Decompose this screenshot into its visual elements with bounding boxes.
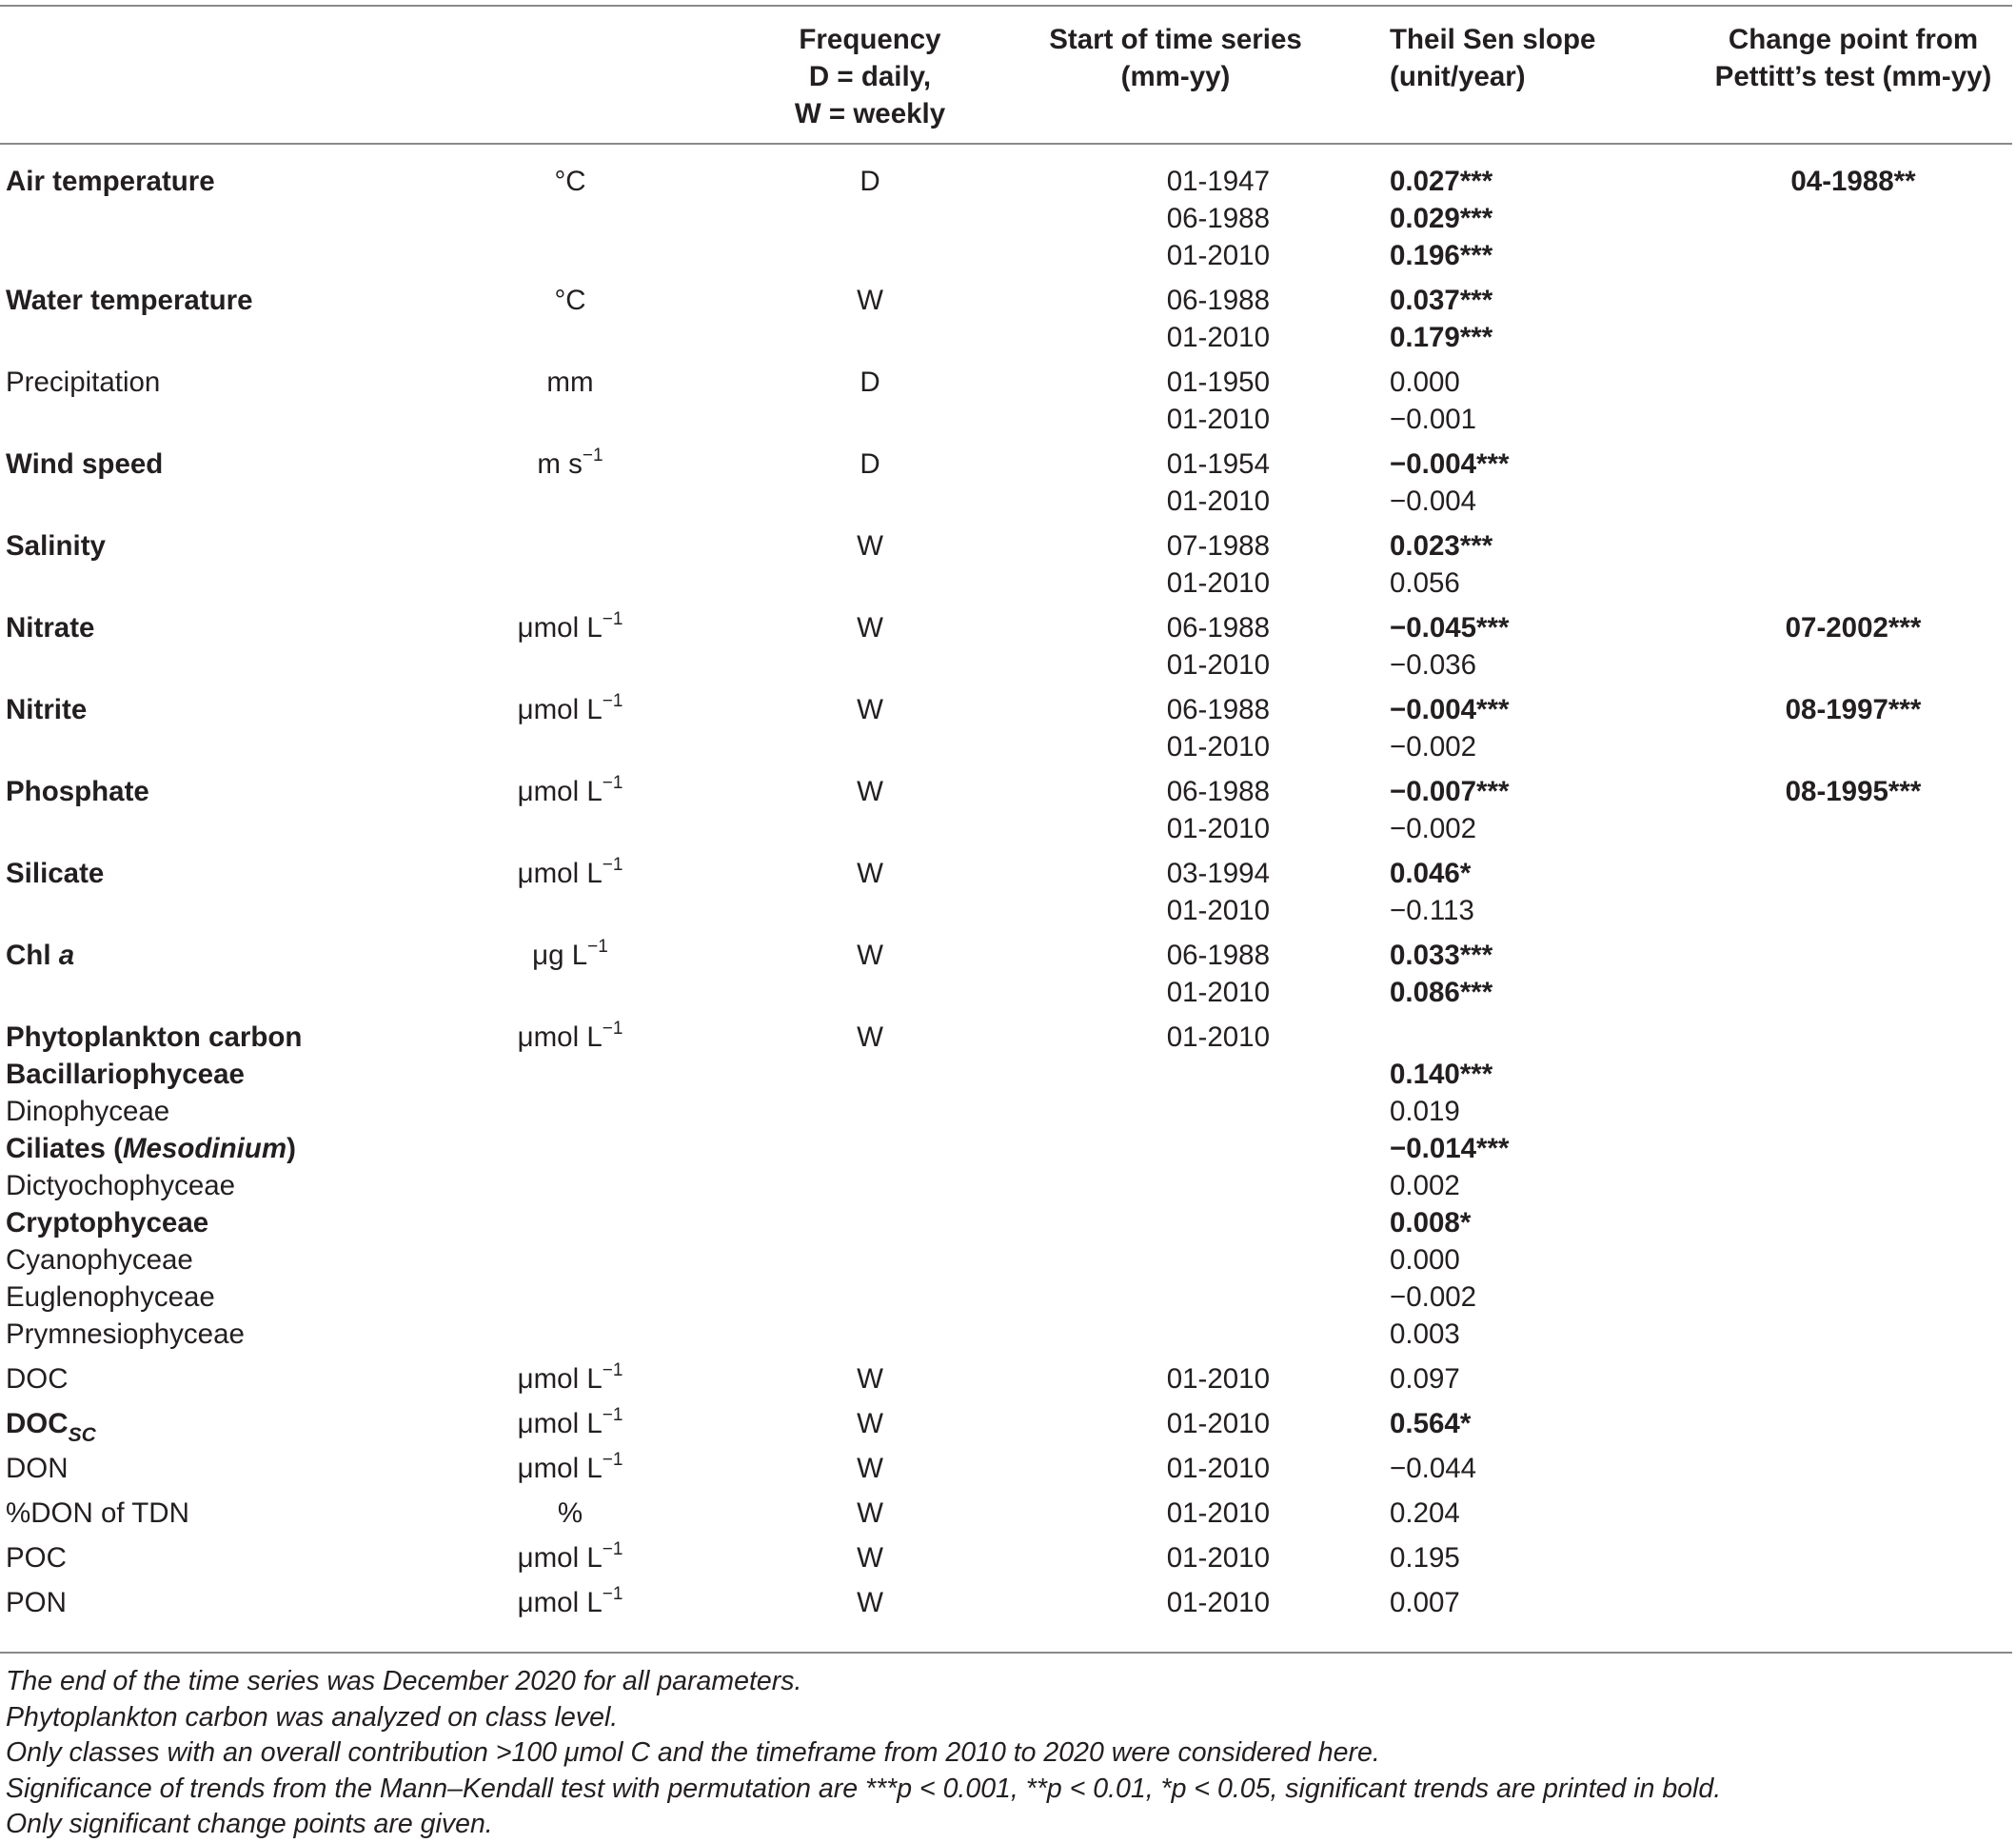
parameter-unit: mm bbox=[546, 367, 594, 398]
table-subrow bbox=[0, 483, 2012, 520]
class-name: Cyanophyceae bbox=[6, 1244, 193, 1276]
table-header bbox=[0, 11, 2012, 141]
theil-sen-slope: 0.029*** bbox=[1390, 203, 1493, 234]
parameter-name: Air temperature bbox=[6, 166, 215, 197]
table-row bbox=[0, 684, 2012, 728]
parameter-name: Wind speed bbox=[6, 448, 164, 480]
theil-sen-slope: 0.564* bbox=[1390, 1408, 1472, 1439]
series-start: 01-2010 bbox=[1166, 813, 1270, 844]
table-subrow bbox=[0, 892, 2012, 929]
sampling-frequency: D bbox=[860, 166, 880, 197]
phytoplankton-class-row bbox=[0, 1056, 2012, 1093]
sampling-frequency: W bbox=[857, 940, 883, 971]
table-row bbox=[0, 602, 2012, 646]
theil-sen-slope: 0.195 bbox=[1390, 1542, 1460, 1574]
series-start: 01-2010 bbox=[1166, 322, 1270, 353]
parameter-unit: μmol $L^{-1}$ bbox=[517, 1360, 623, 1395]
change-point bbox=[1694, 274, 2012, 319]
series-start: 01-2010 bbox=[1166, 1587, 1270, 1618]
series-start: 01-2010 bbox=[1166, 1497, 1270, 1529]
parameter-name: PON bbox=[6, 1587, 67, 1618]
theil-sen-slope bbox=[1314, 1011, 1694, 1056]
parameter-unit: μmol $L^{-1}$ bbox=[517, 691, 623, 725]
series-start: 01-2010 bbox=[1166, 1542, 1270, 1574]
parameter-unit: °C bbox=[554, 166, 586, 197]
parameter-unit: % bbox=[557, 1497, 583, 1529]
series-start: 01-2010 bbox=[1166, 1453, 1270, 1484]
change-point: 07-2002*** bbox=[1785, 612, 1922, 644]
theil-sen-slope: −0.002 bbox=[1390, 731, 1477, 763]
series-start: 01-1954 bbox=[1166, 448, 1270, 480]
table-footnotes bbox=[6, 1664, 1721, 1843]
change-point bbox=[1694, 1011, 2012, 1056]
class-name: Euglenophyceae bbox=[6, 1281, 215, 1313]
header-parameter bbox=[0, 11, 495, 141]
sampling-frequency: W bbox=[857, 858, 883, 889]
theil-sen-slope: −0.036 bbox=[1390, 649, 1477, 681]
header-unit bbox=[495, 11, 645, 141]
phytoplankton-class-row bbox=[0, 1130, 2012, 1167]
phytoplankton-class-row bbox=[0, 1093, 2012, 1130]
parameter-name: Precipitation bbox=[6, 367, 161, 398]
parameter-name: Water temperature bbox=[6, 285, 253, 316]
parameter-name: Nitrate bbox=[6, 612, 95, 644]
table-row bbox=[0, 438, 2012, 483]
class-name: Ciliates (Mesodinium) bbox=[6, 1133, 296, 1164]
theil-sen-slope: 0.008* bbox=[1390, 1207, 1472, 1239]
table-row bbox=[0, 1397, 2012, 1442]
table-row bbox=[0, 847, 2012, 892]
theil-sen-slope: −0.007*** bbox=[1390, 776, 1510, 807]
class-name: Dictyochophyceae bbox=[6, 1170, 236, 1201]
footnote: Only significant change points are given. bbox=[6, 1809, 493, 1839]
theil-sen-slope: −0.002 bbox=[1390, 1281, 1477, 1313]
series-start: 07-1988 bbox=[1166, 530, 1270, 562]
parameter-name: Phosphate bbox=[6, 776, 149, 807]
sampling-frequency: W bbox=[857, 1408, 883, 1439]
theil-sen-slope: −0.002 bbox=[1390, 813, 1477, 844]
theil-sen-slope: −0.113 bbox=[1390, 895, 1474, 926]
theil-sen-slope: −0.044 bbox=[1390, 1453, 1477, 1484]
phytoplankton-class-row bbox=[0, 1167, 2012, 1204]
sampling-frequency: W bbox=[857, 612, 883, 644]
series-start: 06-1988 bbox=[1166, 940, 1270, 971]
parameter-name: Salinity bbox=[6, 530, 106, 562]
header-change-point: Change point from Pettitt’s test (mm-yy) bbox=[1714, 24, 1992, 92]
change-point: 04-1988** bbox=[1790, 166, 1916, 197]
parameter-unit: μg $L^{-1}$ bbox=[532, 937, 608, 971]
change-point: 08-1997*** bbox=[1785, 694, 1922, 725]
theil-sen-slope: 0.023*** bbox=[1390, 530, 1493, 562]
table-row bbox=[0, 356, 2012, 401]
theil-sen-slope: 0.019 bbox=[1390, 1096, 1460, 1127]
series-start: 06-1988 bbox=[1166, 612, 1270, 644]
sampling-frequency: W bbox=[857, 1363, 883, 1395]
change-point bbox=[1694, 929, 2012, 974]
parameter-unit: μmol $L^{-1}$ bbox=[517, 1584, 623, 1618]
sampling-frequency: W bbox=[857, 285, 883, 316]
parameter-unit: μmol $L^{-1}$ bbox=[517, 1539, 623, 1574]
table-row bbox=[0, 274, 2012, 319]
table-row bbox=[0, 1532, 2012, 1576]
change-point bbox=[1694, 438, 2012, 483]
series-start: 01-1950 bbox=[1166, 367, 1270, 398]
phytoplankton-class-row bbox=[0, 1204, 2012, 1241]
theil-sen-slope: 0.179*** bbox=[1390, 322, 1493, 353]
change-point bbox=[1694, 1576, 2012, 1621]
class-name: Prymnesiophyceae bbox=[6, 1318, 245, 1350]
series-start: 01-2010 bbox=[1166, 649, 1270, 681]
footnote: Phytoplankton carbon was analyzed on class level. bbox=[6, 1701, 619, 1733]
sampling-frequency: D bbox=[860, 367, 880, 398]
parameter-unit: μmol $L^{-1}$ bbox=[517, 1405, 623, 1439]
theil-sen-slope: 0.003 bbox=[1390, 1318, 1460, 1350]
table-row bbox=[0, 1576, 2012, 1621]
parameter-name: DON bbox=[6, 1453, 69, 1484]
parameter-unit: μmol $L^{-1}$ bbox=[517, 855, 623, 889]
series-start: 01-2010 bbox=[1166, 977, 1270, 1008]
table-row bbox=[0, 1487, 2012, 1532]
table-row bbox=[0, 520, 2012, 565]
table-subrow bbox=[0, 319, 2012, 356]
theil-sen-slope: 0.056 bbox=[1390, 567, 1460, 599]
parameter-name: Silicate bbox=[6, 858, 105, 889]
sampling-frequency: W bbox=[857, 1497, 883, 1529]
phytoplankton-class-row bbox=[0, 1316, 2012, 1353]
parameter-name: Phytoplankton carbon bbox=[6, 1021, 303, 1053]
sampling-frequency: W bbox=[857, 1453, 883, 1484]
sampling-frequency: W bbox=[857, 530, 883, 562]
series-start: 01-2010 bbox=[1166, 731, 1270, 763]
theil-sen-slope: −0.045*** bbox=[1390, 612, 1510, 644]
phytoplankton-class-row bbox=[0, 1278, 2012, 1316]
change-point bbox=[1694, 1532, 2012, 1576]
theil-sen-slope: 0.007 bbox=[1390, 1587, 1460, 1618]
parameter-name: Nitrite bbox=[6, 694, 88, 725]
theil-sen-slope: −0.004 bbox=[1390, 486, 1477, 517]
table-row bbox=[0, 141, 2012, 200]
series-start: 06-1988 bbox=[1166, 776, 1270, 807]
table-subrow bbox=[0, 646, 2012, 684]
parameter-name: Chl a bbox=[6, 940, 75, 971]
theil-sen-slope: 0.086*** bbox=[1390, 977, 1493, 1008]
sampling-frequency: W bbox=[857, 1542, 883, 1574]
theil-sen-slope: 0.196*** bbox=[1390, 240, 1493, 271]
theil-sen-slope: −0.004*** bbox=[1390, 448, 1510, 480]
series-start: 06-1988 bbox=[1166, 285, 1270, 316]
sampling-frequency: W bbox=[857, 1021, 883, 1053]
footnote: Significance of trends from the Mann–Kendall test with permutation are ***p < 0.001, **p < 0.01, *p < 0.05, significant trends are printed in bold. bbox=[6, 1773, 1722, 1804]
parameter-name: POC bbox=[6, 1542, 67, 1574]
class-name: Dinophyceae bbox=[6, 1096, 170, 1127]
theil-sen-slope: 0.033*** bbox=[1390, 940, 1493, 971]
theil-sen-slope: 0.097 bbox=[1390, 1363, 1460, 1395]
class-name: Bacillariophyceae bbox=[6, 1059, 245, 1090]
theil-sen-slope: −0.004*** bbox=[1390, 694, 1510, 725]
parameter-unit: μmol $L^{-1}$ bbox=[517, 1019, 623, 1053]
theil-sen-slope: 0.000 bbox=[1390, 1244, 1460, 1276]
table-subrow bbox=[0, 200, 2012, 237]
table-row bbox=[0, 1353, 2012, 1397]
footnote: The end of the time series was December 2020 for all parameters. bbox=[6, 1666, 802, 1696]
series-start: 01-2010 bbox=[1166, 486, 1270, 517]
table-row bbox=[0, 765, 2012, 810]
change-point bbox=[1694, 847, 2012, 892]
series-start: 01-2010 bbox=[1166, 1021, 1270, 1053]
table-subrow bbox=[0, 728, 2012, 765]
series-start: 01-2010 bbox=[1166, 404, 1270, 435]
theil-sen-slope: 0.000 bbox=[1390, 367, 1460, 398]
series-start: 01-2010 bbox=[1166, 895, 1270, 926]
parameter-name: DOC bbox=[6, 1363, 69, 1395]
header-slope: Theil Sen slope (unit/year) bbox=[1390, 24, 1596, 92]
header-frequency: Frequency D = daily, W = weekly bbox=[794, 24, 946, 129]
footnote: Only classes with an overall contribution >100 μmol C and the timeframe from 2010 to 2020 were considered here. bbox=[6, 1737, 1380, 1768]
series-start: 03-1994 bbox=[1166, 858, 1270, 889]
parameter-unit: m $s^{-1}$ bbox=[537, 446, 603, 480]
sampling-frequency: D bbox=[860, 448, 880, 480]
phytoplankton-class-row bbox=[0, 1241, 2012, 1278]
theil-sen-slope: 0.204 bbox=[1390, 1497, 1460, 1529]
top-rule bbox=[0, 5, 2012, 7]
change-point bbox=[1694, 356, 2012, 401]
change-point bbox=[1694, 1442, 2012, 1487]
series-start: 01-2010 bbox=[1166, 567, 1270, 599]
theil-sen-slope: 0.027*** bbox=[1390, 166, 1493, 197]
parameter-name: $DOC_{SC}$ bbox=[6, 1408, 96, 1446]
theil-sen-slope: 0.002 bbox=[1390, 1170, 1460, 1201]
change-point bbox=[1694, 1397, 2012, 1442]
theil-sen-slope: 0.046* bbox=[1390, 858, 1472, 889]
table-body bbox=[0, 141, 2012, 1621]
parameter-unit: °C bbox=[554, 285, 586, 316]
theil-sen-slope: −0.001 bbox=[1390, 404, 1477, 435]
table-row bbox=[0, 1442, 2012, 1487]
class-name: Cryptophyceae bbox=[6, 1207, 209, 1239]
theil-sen-slope: 0.037*** bbox=[1390, 285, 1493, 316]
table-row bbox=[0, 1011, 2012, 1056]
theil-sen-slope: 0.140*** bbox=[1390, 1059, 1493, 1090]
parameter-unit: μmol $L^{-1}$ bbox=[517, 773, 623, 807]
sampling-frequency: W bbox=[857, 694, 883, 725]
sampling-frequency: W bbox=[857, 1587, 883, 1618]
change-point bbox=[1694, 1487, 2012, 1532]
table-subrow bbox=[0, 565, 2012, 602]
series-start: 01-2010 bbox=[1166, 1408, 1270, 1439]
series-start: 01-1947 bbox=[1166, 166, 1270, 197]
series-start: 06-1988 bbox=[1166, 203, 1270, 234]
header-start: Start of time series (mm-yy) bbox=[1049, 24, 1302, 92]
sampling-frequency: W bbox=[857, 776, 883, 807]
series-start: 01-2010 bbox=[1166, 240, 1270, 271]
table-row bbox=[0, 929, 2012, 974]
parameter-name: %DON of TDN bbox=[6, 1497, 189, 1529]
theil-sen-slope: −0.014*** bbox=[1390, 1133, 1510, 1164]
parameter-unit: μmol $L^{-1}$ bbox=[517, 1450, 623, 1484]
table-subrow bbox=[0, 974, 2012, 1011]
trend-table bbox=[0, 11, 2012, 1621]
change-point bbox=[1694, 520, 2012, 565]
change-point bbox=[1694, 1353, 2012, 1397]
table-subrow bbox=[0, 401, 2012, 438]
bottom-rule bbox=[0, 1652, 2012, 1654]
change-point: 08-1995*** bbox=[1785, 776, 1922, 807]
table-subrow bbox=[0, 810, 2012, 847]
parameter-unit bbox=[495, 520, 645, 565]
table-subrow bbox=[0, 237, 2012, 274]
series-start: 06-1988 bbox=[1166, 694, 1270, 725]
parameter-unit: μmol $L^{-1}$ bbox=[517, 609, 623, 644]
series-start: 01-2010 bbox=[1166, 1363, 1270, 1395]
